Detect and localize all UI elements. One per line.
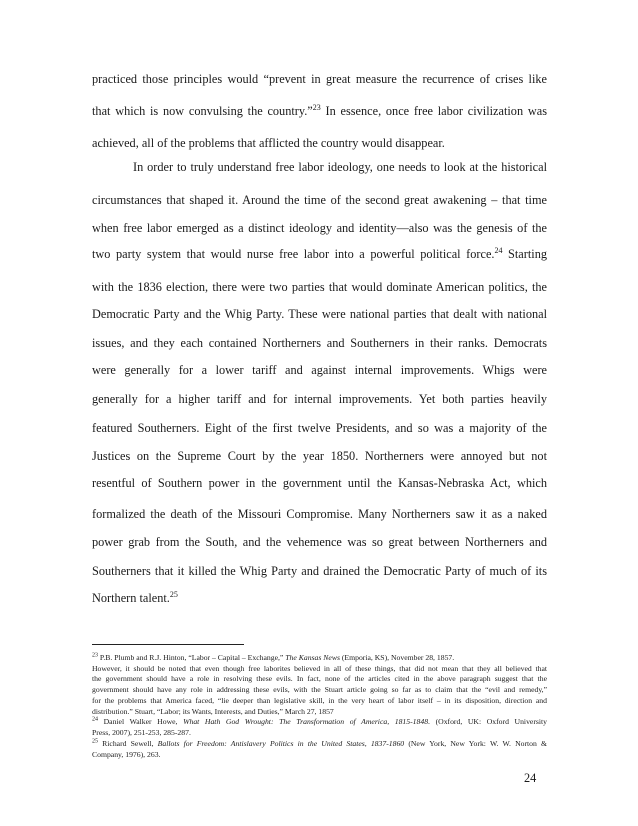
footnote-marker: 25	[92, 738, 98, 745]
body-line: generally for a higher tariff and for internal improvements. Yet both parties heavily	[92, 392, 547, 406]
footnote-ref: 24	[494, 245, 503, 255]
body-line: circumstances that shaped it. Around the time of the second great awakening – that time	[92, 193, 547, 207]
body-line: issues, and they each contained Northerners and Southerners in their ranks. Democrats	[92, 336, 547, 350]
body-line: with the 1836 election, there were two parties that would dominate American politics, the	[92, 280, 547, 294]
body-line: Southerners that it killed the Whig Party and drained the Democratic Party of much of its	[92, 564, 547, 578]
page-number: 24	[524, 771, 537, 785]
footnote-separator	[92, 644, 244, 645]
body-line: Justices on the Supreme Court by the year 1850. Northerners were annoyed but not	[92, 449, 547, 463]
body-line: In order to truly understand free labor ideology, one needs to look at the historical	[133, 160, 547, 174]
footnote-ref: 25	[169, 589, 178, 599]
footnote-line: Press, 2007), 251-253, 285-287.	[92, 728, 191, 737]
body-line: two party system that would nurse free labor into a powerful political force.$^{24}$ Starting	[92, 245, 547, 261]
body-line: power grab from the South, and the vehemence was so great between Northerners and	[92, 535, 547, 549]
body-line: formalized the death of the Missouri Compromise. Many Northerners saw it as a naked	[92, 507, 547, 521]
body-line: featured Southerners. Eight of the first twelve Presidents, and so was a majority of the	[92, 421, 547, 435]
footnote-ref: 23	[312, 102, 321, 112]
footnote-line: $^{23}$ P.B. Plumb and R.J. Hinton, “Labor – Capital – Exchange,” The Kansas News (Emporia, KS), November 28, 1857.	[92, 652, 455, 662]
footnote-marker: 24	[92, 716, 98, 723]
body-line: achieved, all of the problems that afflicted the country would disappear.	[92, 136, 445, 150]
body-line: were generally for a lower tariff and against internal improvements. Whigs were	[92, 363, 547, 377]
footnote-line: for the problems that America faced, “lie deeper than legislative skill, in the very heart of labor itself – in its disposition, direction and	[92, 696, 547, 705]
body-line: Democratic Party and the Whig Party. These were national parties that dealt with national	[92, 307, 547, 321]
footnote-line: the government should have a role in resolving these evils. In fact, none of the articles cited in the above paragraph suggest that the	[92, 674, 547, 683]
footnote-line: $^{25}$ Richard Sewell, Ballots for Freedom: Antislavery Politics in the United States, 1837-1860 (New York, New York: W. W. Norton &	[92, 738, 547, 748]
body-line: practiced those principles would “prevent in great measure the recurrence of crises like	[92, 72, 547, 86]
body-line: Northern talent.$^{25}$	[92, 589, 178, 605]
footnote-line: Company, 1976), 263.	[92, 750, 161, 759]
body-line: resentful of Southern power in the government until the Kansas-Nebraska Act, which	[92, 476, 547, 490]
footnote-line: distribution.” Stuart, “Labor; its Wants, Interests, and Duties,” March 27, 1857	[92, 707, 334, 716]
footnote-line: $^{24}$ Daniel Walker Howe, What Hath God Wrought: The Transformation of America, 1815-1848. (Oxford, UK: Oxford University	[92, 716, 547, 726]
footnote-line: government should have any role in addressing these evils, with the Stuart article going so far as to claim that the “evil and remedy,”	[92, 685, 547, 694]
footnote-marker: 23	[92, 652, 98, 659]
body-line: when free labor emerged as a distinct ideology and identity—also was the genesis of the	[92, 221, 547, 235]
footnote-line: However, it should be noted that even though free laborites believed in all of these things, that did not mean that they all believed that	[92, 664, 547, 673]
body-line: that which is now convulsing the country.”$^{23}$ In essence, once free labor civilization was	[92, 102, 547, 118]
